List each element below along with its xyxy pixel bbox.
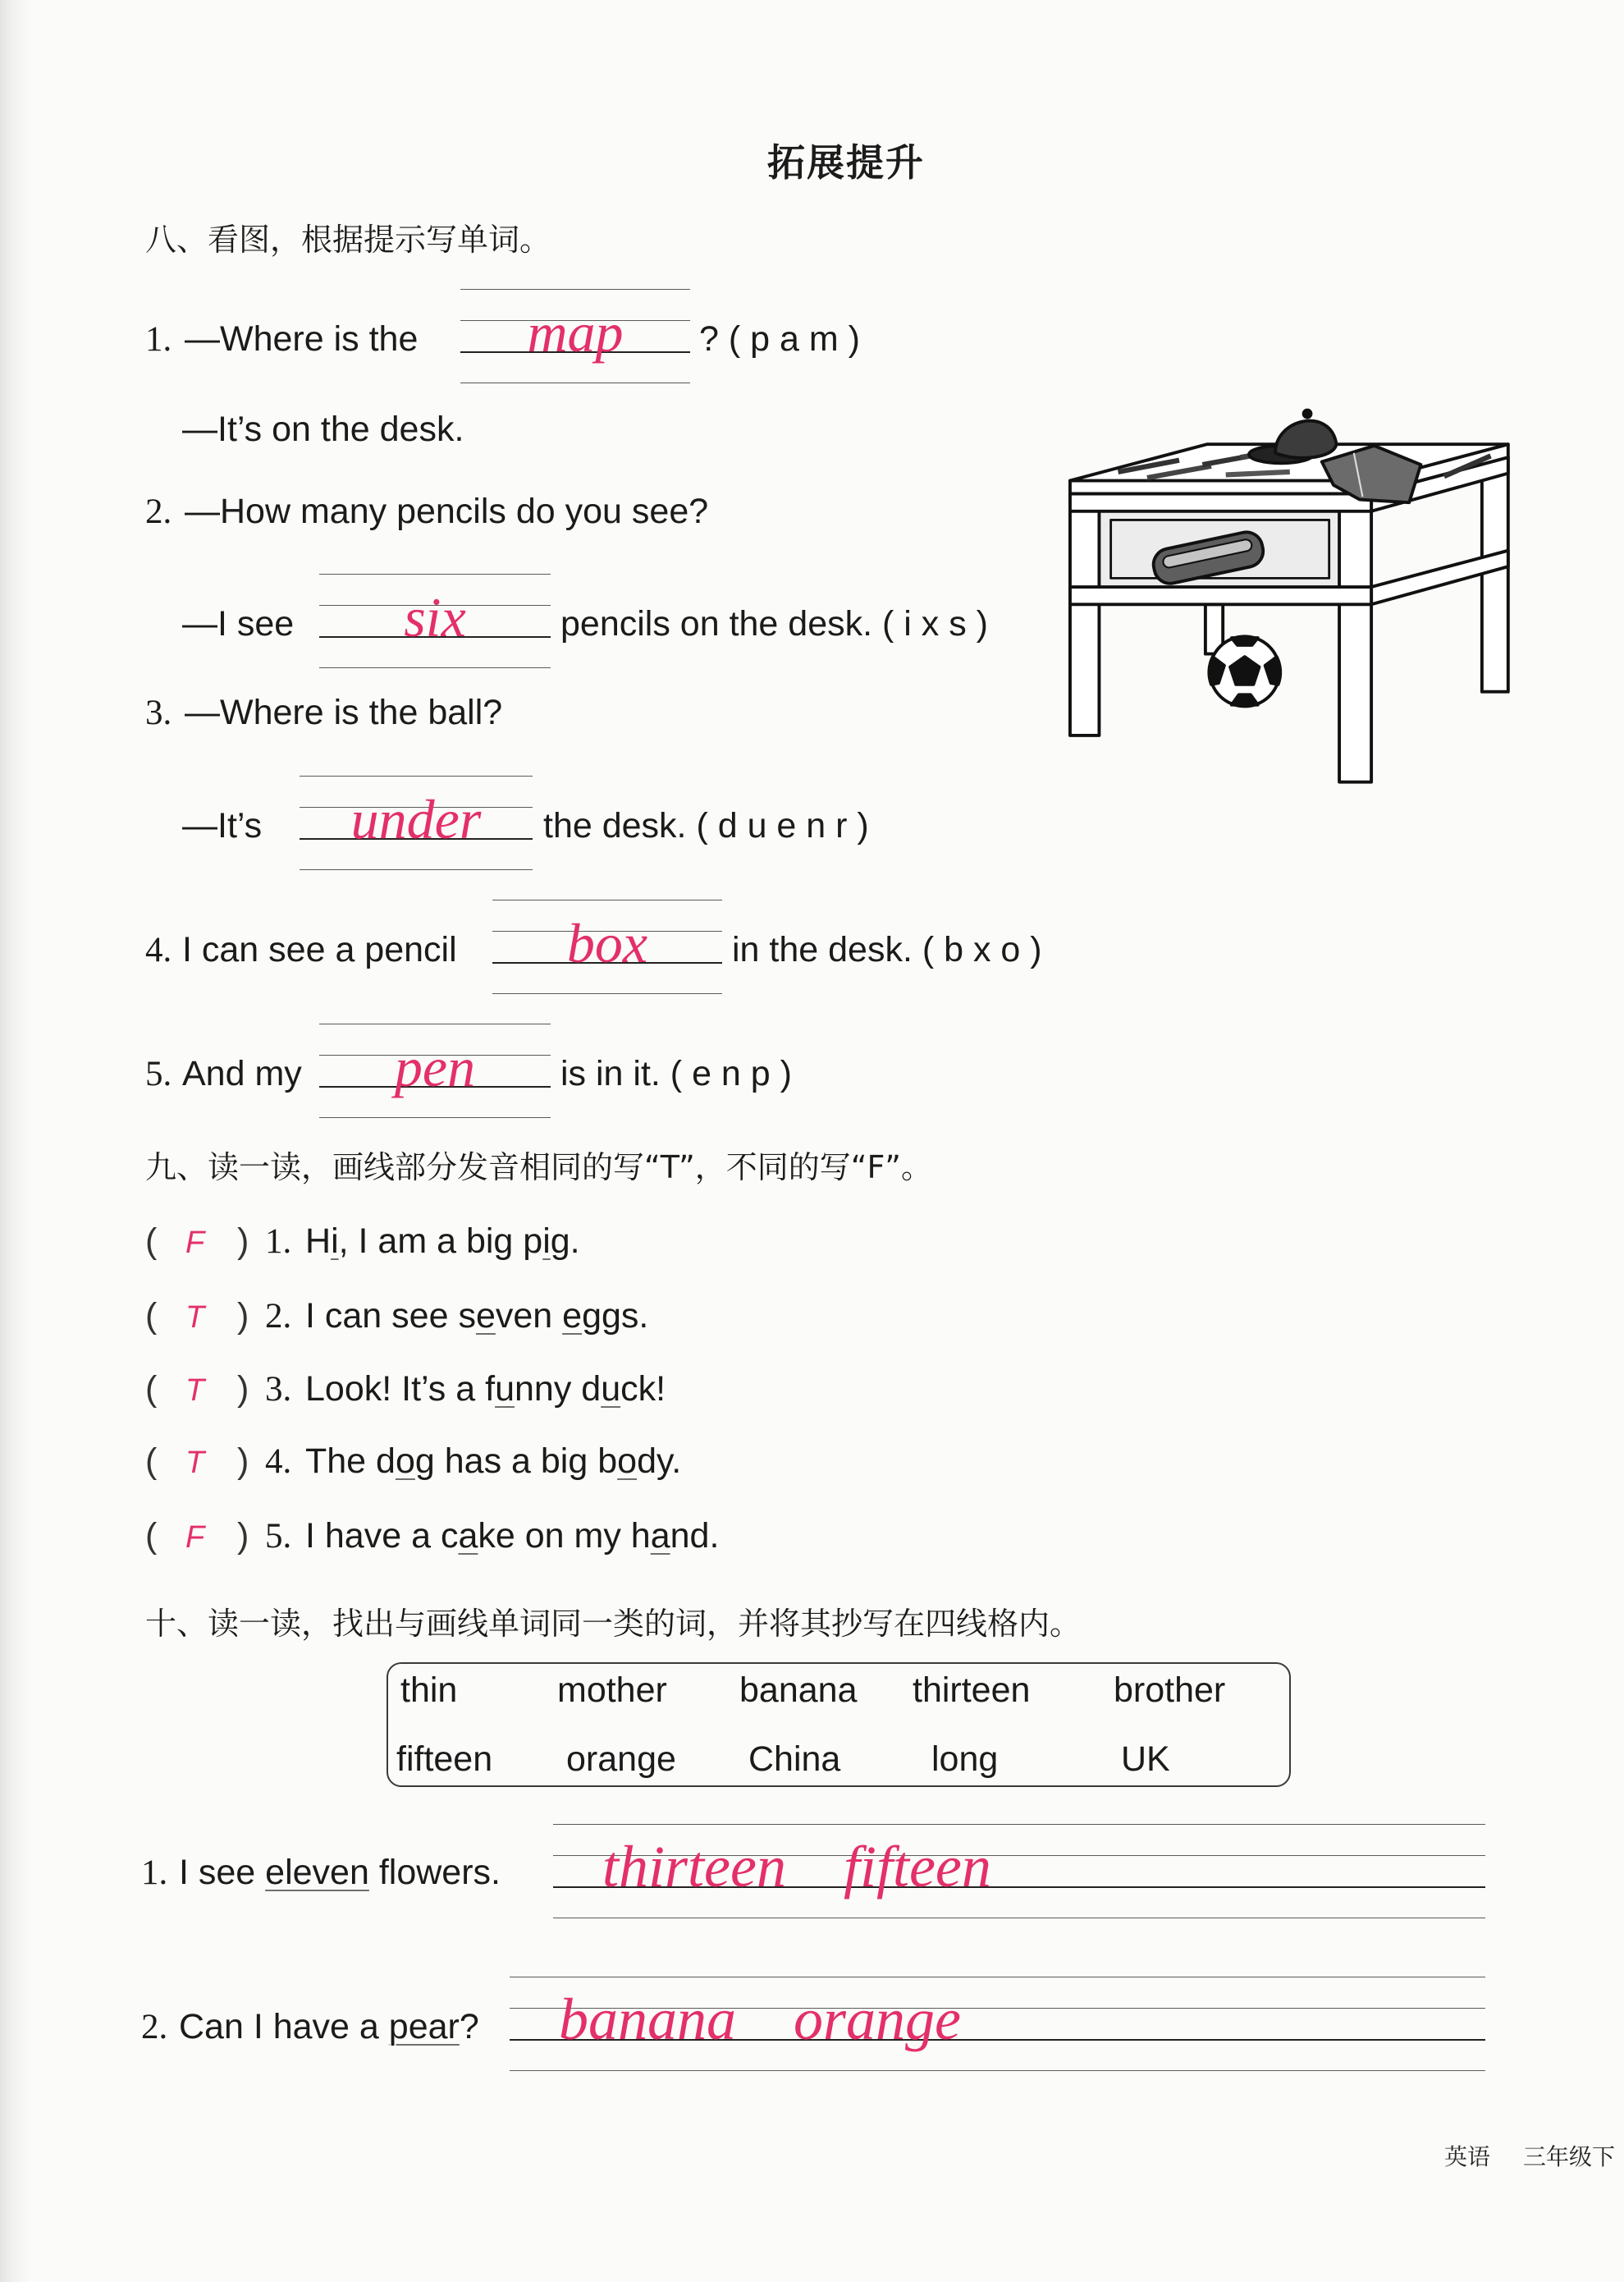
handwritten-answer: pen xyxy=(394,1036,476,1098)
handwritten-answer: map xyxy=(527,301,624,364)
letter-hint: in the desk. ( b x o ) xyxy=(732,930,1042,969)
answer-blank xyxy=(300,776,533,871)
grid-line xyxy=(319,574,551,575)
answer-blank xyxy=(319,1024,551,1119)
table-front-shelf xyxy=(1070,587,1371,604)
footer-subject: 英语 xyxy=(1444,2143,1491,2170)
letter-hint: the desk. ( d u e n r ) xyxy=(543,806,869,845)
item-number: 1. xyxy=(265,1222,292,1261)
paren-open: ( xyxy=(145,1296,158,1336)
paren-open: ( xyxy=(145,1516,158,1556)
paren-open: ( xyxy=(145,1221,158,1261)
word-bank-word: thirteen xyxy=(913,1670,1031,1710)
grid-line xyxy=(460,289,690,290)
item-number: 4. xyxy=(265,1442,292,1481)
paren-open: ( xyxy=(145,1441,158,1481)
sentence-text: I see xyxy=(179,1853,266,1892)
sentence-text: g has a big b xyxy=(414,1441,618,1481)
underlined-text: o xyxy=(617,1441,638,1481)
sentence-text: ggs. xyxy=(582,1296,649,1336)
paren-close: ) xyxy=(237,1221,249,1261)
answer-blank xyxy=(460,289,690,384)
grid-line xyxy=(319,1117,551,1118)
handwritten-answer: T xyxy=(185,1373,205,1408)
grid-line xyxy=(553,1824,1485,1825)
item-number: 5. xyxy=(265,1517,292,1556)
word-bank-word: orange xyxy=(566,1739,676,1779)
reply-text: —It’s xyxy=(182,806,263,845)
word-bank-word: thin xyxy=(400,1670,458,1710)
paren-close: ) xyxy=(237,1441,249,1481)
word-bank-word: UK xyxy=(1121,1739,1170,1779)
ball-patch xyxy=(1232,638,1258,645)
word-bank-word: fifteen xyxy=(396,1739,493,1779)
paren-close: ) xyxy=(237,1516,249,1556)
word-bank-word: China xyxy=(748,1739,841,1779)
handwritten-answers xyxy=(602,1834,991,1899)
table-leg-back-right xyxy=(1482,457,1508,692)
sentence-text: I can see s xyxy=(305,1296,476,1336)
handwritten-answers xyxy=(559,1986,961,2052)
item-number: 3. xyxy=(265,1370,292,1409)
letter-hint: is in it. ( e n p ) xyxy=(560,1054,792,1093)
underlined-text: pear xyxy=(388,2007,460,2046)
sound-item xyxy=(0,1516,1624,1556)
grid-line xyxy=(492,993,722,994)
item-number: 3. xyxy=(145,694,172,732)
sentence-text: g. xyxy=(550,1221,580,1261)
answer-blank xyxy=(319,574,551,669)
question-text: —Where is the xyxy=(185,319,419,359)
sentence-text: Can I have a xyxy=(179,2007,389,2046)
question-text: I can see a pencil xyxy=(182,930,457,969)
table-leg-front-left xyxy=(1070,494,1099,735)
grid-line xyxy=(510,2070,1485,2071)
handwritten-answer: under xyxy=(350,788,482,850)
paren-open: ( xyxy=(145,1369,158,1409)
cap-button xyxy=(1304,410,1311,418)
underlined-text: a xyxy=(650,1516,670,1556)
sentence-text: The d xyxy=(305,1441,396,1481)
handwritten-answer: six xyxy=(404,586,466,648)
grid-line xyxy=(300,869,533,870)
sentence-text: I have a c xyxy=(305,1516,459,1556)
writing-grid xyxy=(510,1977,1485,2072)
section8-heading: 八、看图，根据提示写单词。 xyxy=(145,222,551,258)
word-bank-word: long xyxy=(931,1739,999,1779)
question-text: —Where is the ball? xyxy=(185,693,503,732)
handwritten-answer: F xyxy=(185,1520,205,1555)
sentence-text: H xyxy=(305,1221,332,1261)
item-number: 2. xyxy=(145,493,172,531)
handwritten-answer: F xyxy=(185,1226,205,1260)
sentence xyxy=(305,1296,649,1336)
answer-blank xyxy=(492,900,722,995)
handwritten-answer: box xyxy=(566,912,648,974)
sentence xyxy=(305,1369,666,1409)
table-front-apron xyxy=(1070,494,1371,511)
underlined-text: i xyxy=(542,1221,551,1261)
underlined-text: o xyxy=(395,1441,415,1481)
paren-close: ) xyxy=(237,1369,249,1409)
sentence xyxy=(305,1221,580,1261)
handwritten-answer: T xyxy=(185,1446,205,1480)
sentence-text: , I am a big p xyxy=(338,1221,543,1261)
underlined-text: eleven xyxy=(265,1853,369,1892)
item-number: 1. xyxy=(145,320,172,359)
sentence xyxy=(179,2009,479,2045)
item-number: 2. xyxy=(141,2008,168,2046)
underlined-text: e xyxy=(475,1296,496,1336)
sentence xyxy=(305,1441,682,1481)
handwritten-answer: T xyxy=(185,1300,205,1335)
page-title: 拓展提升 xyxy=(767,140,925,185)
item-number: 5. xyxy=(145,1055,172,1093)
sentence-text: Look! It’s a f xyxy=(305,1369,496,1409)
item-number: 2. xyxy=(265,1297,292,1336)
handwritten-answer: orange xyxy=(794,1986,961,2052)
sentence-text: nd. xyxy=(670,1516,720,1556)
underlined-text: u xyxy=(601,1369,621,1409)
sentence-text: ck! xyxy=(620,1369,666,1409)
football xyxy=(1209,636,1280,706)
writing-grid xyxy=(553,1824,1485,1919)
handwritten-answer: fifteen xyxy=(843,1834,991,1899)
sentence-text: dy. xyxy=(637,1441,682,1481)
item-number: 1. xyxy=(141,1854,168,1892)
sentence-text: flowers. xyxy=(368,1853,501,1892)
pencil xyxy=(1226,472,1290,475)
sentence-text: ke on my h xyxy=(478,1516,651,1556)
grid-line xyxy=(300,776,533,777)
sound-item xyxy=(0,1369,1624,1409)
letter-hint: pencils on the desk. ( i x s ) xyxy=(560,604,988,644)
letter-hint: ? ( p a m ) xyxy=(699,319,860,359)
underlined-text: a xyxy=(458,1516,478,1556)
grid-line xyxy=(319,667,551,668)
footer-grade: 三年级下 xyxy=(1523,2143,1616,2170)
word-bank-word: brother xyxy=(1114,1670,1226,1710)
cap xyxy=(1249,410,1336,464)
reply-text: —I see xyxy=(182,604,295,644)
handwritten-answer: thirteen xyxy=(602,1834,786,1899)
sentence xyxy=(305,1516,720,1556)
underlined-text: u xyxy=(495,1369,515,1409)
sentence-text: ven xyxy=(495,1296,563,1336)
sound-item xyxy=(0,1221,1624,1261)
cap-crown xyxy=(1275,421,1336,458)
sentence-text: ? xyxy=(459,2007,479,2046)
sound-item xyxy=(0,1296,1624,1336)
table-leg-front-right xyxy=(1339,494,1371,782)
sound-item xyxy=(0,1441,1624,1481)
paren-close: ) xyxy=(237,1296,249,1336)
desk-illustration xyxy=(1063,401,1514,786)
sentence-text: nny d xyxy=(514,1369,602,1409)
underlined-text: i xyxy=(331,1221,339,1261)
word-bank-word: banana xyxy=(739,1670,858,1710)
handwritten-answer: banana xyxy=(559,1986,736,2052)
sentence xyxy=(179,1855,501,1890)
section10-heading: 十、读一读，找出与画线单词同一类的词，并将其抄写在四线格内。 xyxy=(145,1606,1082,1642)
question-text: —How many pencils do you see? xyxy=(185,492,709,531)
item-number: 4. xyxy=(145,931,172,969)
underlined-text: e xyxy=(562,1296,583,1336)
reply-text: —It’s on the desk. xyxy=(182,410,464,449)
word-bank-word: mother xyxy=(557,1670,667,1710)
question-text: And my xyxy=(182,1054,302,1093)
section9-heading: 九、读一读，画线部分发音相同的写“T”，不同的写“F”。 xyxy=(145,1149,932,1185)
table-top-edge xyxy=(1070,481,1371,494)
